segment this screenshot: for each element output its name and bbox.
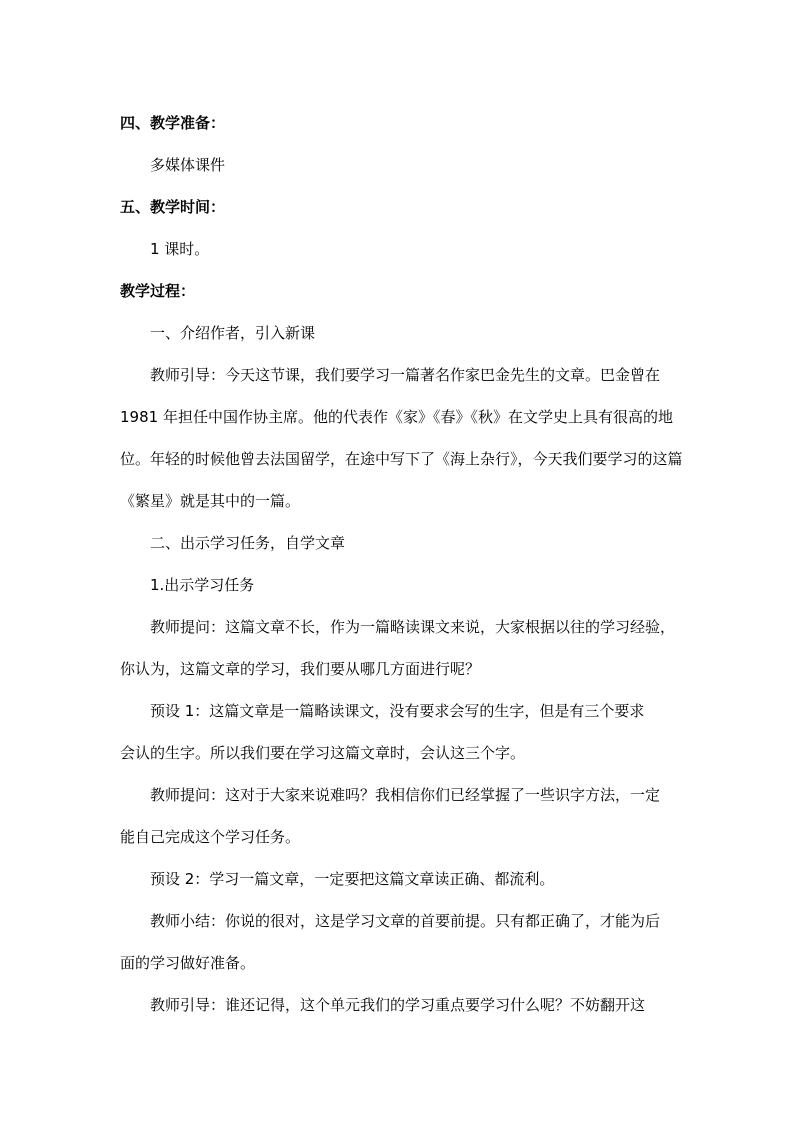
section-heading-process: 教学过程： (120, 282, 196, 300)
paragraph-line: 面的学习做好准备。 (120, 954, 256, 972)
paragraph-line: 1981 年担任中国作协主席。他的代表作《家》《春》《秋》在文学史上具有很高的地 (120, 408, 673, 426)
paragraph-line: 《繁星》就是其中的一篇。 (120, 492, 301, 510)
step-two-title: 二、出示学习任务，自学文章 (150, 534, 346, 552)
step-one-title: 一、介绍作者，引入新课 (150, 324, 316, 342)
paragraph-line: 教师提问：这对于大家来说难吗？我相信你们已经掌握了一些识字方法，一定 (150, 786, 661, 804)
paragraph-line: 会认的生字。所以我们要在学习这篇文章时，会认这三个字。 (120, 744, 526, 762)
section-heading-time: 五、教学时间： (120, 198, 226, 216)
paragraph-line: 教师引导：今天这节课，我们要学习一篇著名作家巴金先生的文章。巴金曾在 (150, 366, 661, 384)
section-heading-preparation: 四、教学准备： (120, 114, 226, 132)
subsection-title: 1.出示学习任务 (150, 576, 255, 594)
time-text: 1 课时。 (150, 240, 210, 258)
paragraph-line: 位。年轻的时候他曾去法国留学，在途中写下了《海上杂行》，今天我们要学习的这篇 (120, 450, 683, 468)
paragraph-line: 你认为，这篇文章的学习，我们要从哪几方面进行呢？ (120, 660, 481, 678)
paragraph-line: 教师提问：这篇文章不长，作为一篇略读课文来说，大家根据以往的学习经验， (150, 618, 676, 636)
paragraph-line: 预设 1：这篇文章是一篇略读课文，没有要求会写的生字，但是有三个要求 (150, 702, 645, 720)
paragraph-line: 能自己完成这个学习任务。 (120, 828, 301, 846)
preparation-text: 多媒体课件 (150, 156, 226, 174)
paragraph-line: 教师小结：你说的很对，这是学习文章的首要前提。只有都正确了，才能为后 (150, 912, 661, 930)
paragraph-line: 教师引导：谁还记得，这个单元我们的学习重点要学习什么呢？不妨翻开这 (150, 996, 646, 1014)
document-body (120, 102, 683, 1026)
paragraph-line: 预设 2：学习一篇文章，一定要把这篇文章读正确、都流利。 (150, 870, 555, 888)
